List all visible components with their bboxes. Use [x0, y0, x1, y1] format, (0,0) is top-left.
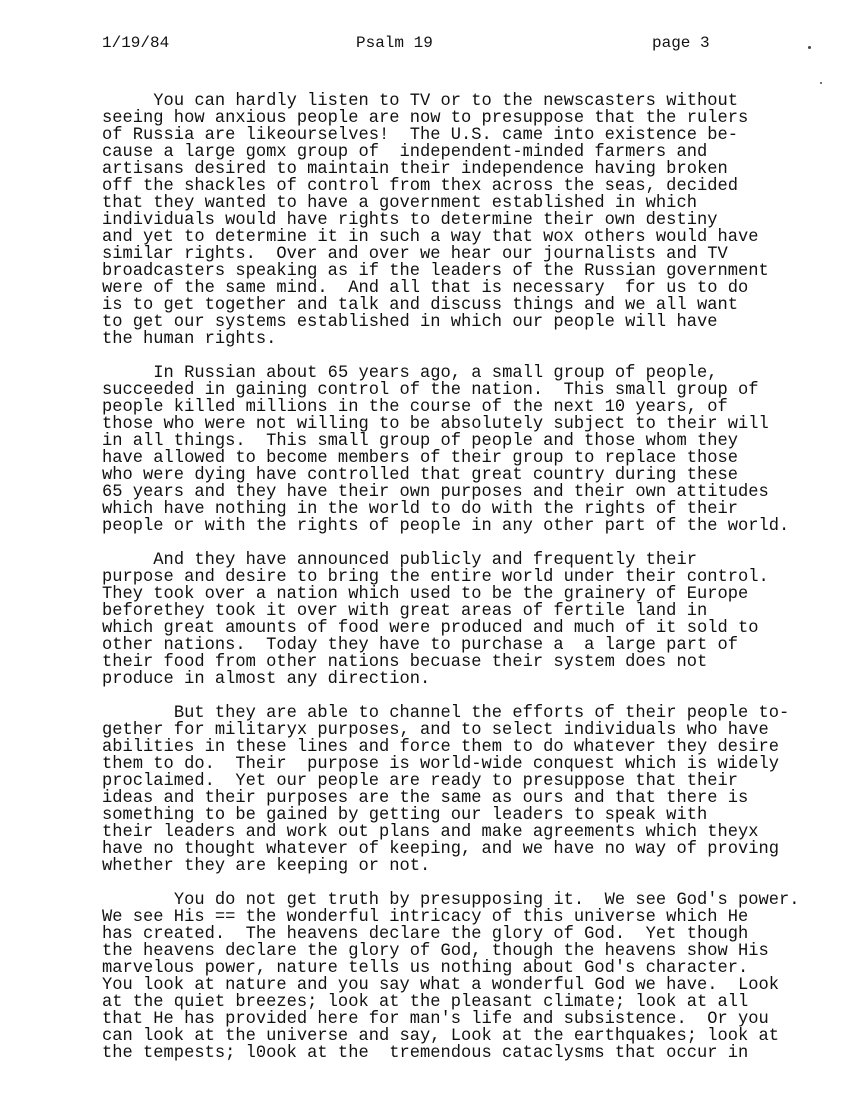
- paper-speck: [820, 82, 822, 84]
- paragraph-1: [102, 93, 842, 348]
- text-line: who were dying have controlled that great country during these: [102, 466, 738, 485]
- text-line: have allowed to become members of their group to replace those: [102, 449, 738, 468]
- paper-speck: [808, 46, 811, 49]
- text-line: that they wanted to have a government established in which: [102, 194, 697, 213]
- text-line: them to do. Their purpose is world-wide conquest which is widely: [102, 755, 780, 774]
- text-line: has created. The heavens declare the glory of God. Yet though: [102, 925, 749, 944]
- text-line: You look at nature and you say what a wonderful God we have. Look: [102, 976, 780, 995]
- text-line: people or with the rights of people in any other part of the world.: [102, 517, 790, 536]
- text-line: We see His == the wonderful intricacy of this universe which He: [102, 908, 749, 927]
- text-line: off the shackles of control from thex across the seas, decided: [102, 177, 738, 196]
- document-body: [102, 93, 842, 1079]
- text-line: artisans desired to maintain their independence having broken: [102, 160, 728, 179]
- text-line: were of the same mind. And all that is necessary for us to do: [102, 279, 749, 298]
- text-line: the human rights.: [102, 330, 277, 349]
- text-line: have no thought whatever of keeping, and we have no way of proving: [102, 840, 780, 859]
- text-line: and yet to determine it in such a way that wox others would have: [102, 228, 759, 247]
- text-line: broadcasters speaking as if the leaders of the Russian government: [102, 262, 769, 281]
- text-line: But they are able to channel the efforts of their people to-: [173, 704, 790, 723]
- text-line: the heavens declare the glory of God, though the heavens show His: [102, 942, 769, 961]
- text-line: similar rights. Over and over we hear our journalists and TV: [102, 245, 728, 264]
- text-line: proclaimed. Yet our people are ready to presuppose that their: [102, 772, 738, 791]
- text-line: their leaders and work out plans and make agreements which theyx: [102, 823, 759, 842]
- text-line: of Russia are likeourselves! The U.S. came into existence be-: [102, 126, 738, 145]
- text-line: individuals would have rights to determine their own destiny: [102, 211, 718, 230]
- text-line: at the quiet breezes; look at the pleasant climate; look at all: [102, 993, 749, 1012]
- text-line: those who were not willing to be absolutely subject to their will: [102, 415, 769, 434]
- page-number: page 3: [652, 34, 710, 52]
- text-line: that He has provided here for man's life and subsistence. Or you: [102, 1010, 769, 1029]
- text-line: can look at the universe and say, Look at the earthquakes; look at: [102, 1027, 780, 1046]
- text-line: marvelous power, nature tells us nothing about God's character.: [102, 959, 749, 978]
- text-line: purpose and desire to bring the entire world under their control.: [102, 568, 769, 587]
- text-line: In Russian about 65 years ago, a small group of people,: [153, 364, 718, 383]
- text-line: succeeded in gaining control of the nation. This small group of: [102, 381, 759, 400]
- text-line: other nations. Today they have to purchase a a large part of: [102, 636, 738, 655]
- text-line: to get our systems established in which our people will have: [102, 313, 718, 332]
- text-line: the tempests; l0ook at the tremendous cataclysms that occur in: [102, 1044, 749, 1063]
- text-line: in all things. This small group of people and those whom they: [102, 432, 738, 451]
- text-line: their food from other nations becuase their system does not: [102, 653, 708, 672]
- text-line: cause a large gomx group of independent-minded farmers and: [102, 143, 708, 162]
- text-line: seeing how anxious people are now to presuppose that the rulers: [102, 109, 749, 128]
- document-title: Psalm 19: [356, 34, 433, 52]
- text-line: whether they are keeping or not.: [102, 857, 431, 876]
- text-line: abilities in these lines and force them to do whatever they desire: [102, 738, 780, 757]
- text-line: beforethey took it over with great areas of fertile land in: [102, 602, 708, 621]
- text-line: You do not get truth by presupposing it. We see God's power.: [173, 891, 800, 910]
- text-line: which great amounts of food were produced and much of it sold to: [102, 619, 759, 638]
- text-line: You can hardly listen to TV or to the newscasters without: [153, 92, 738, 111]
- text-line: people killed millions in the course of the next 10 years, of: [102, 398, 728, 417]
- text-line: which have nothing in the world to do with the rights of their: [102, 500, 738, 519]
- paragraph-4: [102, 705, 842, 875]
- text-line: gether for militaryx purposes, and to select individuals who have: [102, 721, 769, 740]
- paragraph-5: [102, 892, 842, 1062]
- text-line: is to get together and talk and discuss things and we all want: [102, 296, 738, 315]
- text-line: They took over a nation which used to be the grainery of Europe: [102, 585, 749, 604]
- paragraph-3: [102, 552, 842, 688]
- text-line: And they have announced publicly and frequently their: [153, 551, 697, 570]
- text-line: produce in almost any direction.: [102, 670, 431, 689]
- text-line: ideas and their purposes are the same as ours and that there is: [102, 789, 749, 808]
- text-line: something to be gained by getting our leaders to speak with: [102, 806, 708, 825]
- document-date: 1/19/84: [102, 34, 170, 52]
- text-line: 65 years and they have their own purposes and their own attitudes: [102, 483, 769, 502]
- paragraph-2: [102, 365, 842, 535]
